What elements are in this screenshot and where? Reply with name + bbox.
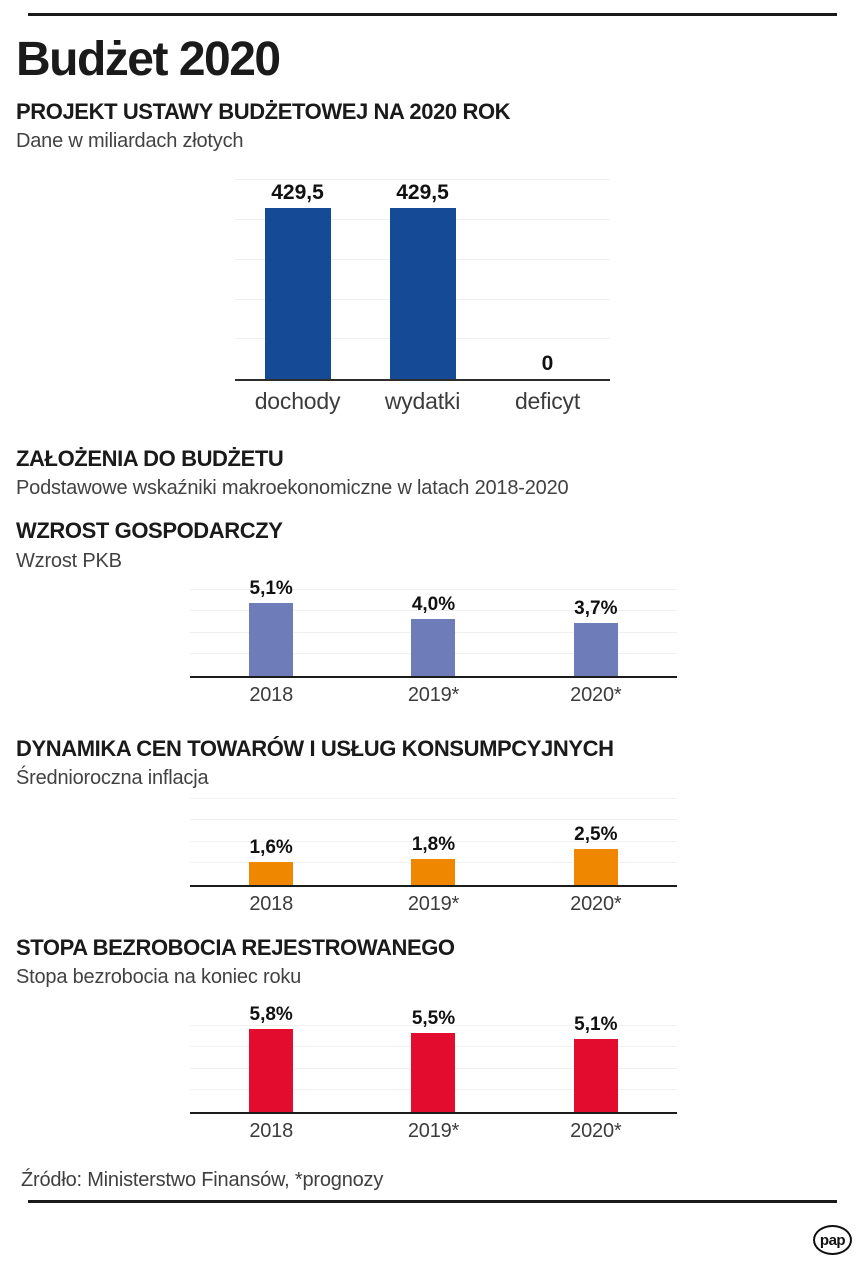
bar-group-2018 [190,799,352,885]
category-label: deficyt [514,388,581,415]
plot-area [190,577,677,678]
bar [249,603,293,676]
bar-group-dochody [235,180,360,379]
bar [411,619,455,676]
inflation-section-subheading: Średnioroczna inflacja [16,766,209,789]
bottom-rule [28,1200,837,1203]
value-label: 2,5% [574,823,618,845]
category-label: wydatki [384,388,461,415]
category-label: 2018 [249,683,294,706]
bar-group-2020* [515,799,677,885]
category-label: 2018 [249,1119,294,1142]
value-label: 5,1% [249,577,293,599]
category-label: dochody [254,388,341,415]
bar [411,859,455,885]
bar-group-2018 [190,577,352,676]
value-label: 5,5% [411,1007,456,1029]
gdp-bar-chart [0,577,865,707]
bar-group-2020* [515,1013,677,1112]
bar-group-deficyt [485,180,610,379]
pap-logo [813,1225,852,1255]
page-title: Budżet 2020 [16,33,280,86]
bar [390,208,456,379]
bar [574,623,618,676]
category-label: 2020* [570,683,622,706]
bar [574,1039,618,1112]
category-axis [190,678,677,707]
plot-area [190,1003,677,1114]
category-label: 2018 [249,892,294,915]
plot-area [190,799,677,887]
budget-section-heading: PROJEKT USTAWY BUDŻETOWEJ NA 2020 ROK [16,99,511,124]
bar [574,849,618,885]
top-rule [28,13,837,16]
bar-group-2018 [190,1003,352,1112]
budget-bar-chart [0,180,865,415]
category-axis [190,1114,677,1143]
value-label: 0 [541,352,554,376]
category-label: 2019* [407,683,460,706]
plot-area [235,180,610,381]
category-label: 2019* [407,892,460,915]
bar-group-2020* [515,590,677,676]
assumptions-heading: ZAŁOŻENIA DO BUDŻETU [16,446,284,472]
bar [249,862,293,885]
bar-group-wydatki [360,180,485,379]
bar-group-2019* [352,590,514,676]
inflation-section-heading: DYNAMIKA CEN TOWARÓW I USŁUG KONSUMPCYJNYCH [16,735,614,761]
value-label: 5,1% [574,1013,618,1035]
pap-logo-text: pap [819,1231,846,1249]
source-note: Źródło: Ministerstwo Finansów, *prognozy [21,1168,384,1191]
value-label: 3,7% [574,597,618,619]
value-label: 1,8% [411,833,456,855]
gdp-section-heading: WZROST GOSPODARCZY [16,518,283,544]
unemployment-section-subheading: Stopa bezrobocia na koniec roku [16,965,302,988]
value-label: 429,5 [271,181,324,205]
category-label: 2020* [570,1119,622,1142]
bar-group-2019* [352,799,514,885]
inflation-bar-chart [0,799,865,916]
category-label: 2020* [570,892,622,915]
bar-group-2019* [352,1007,514,1112]
unemployment-section-heading: STOPA BEZROBOCIA REJESTROWANEGO [16,934,455,960]
bar [249,1029,293,1112]
value-label: 4,0% [411,593,456,615]
assumptions-subheading: Podstawowe wskaźniki makroekonomiczne w latach 2018-2020 [16,477,569,500]
value-label: 429,5 [396,181,449,205]
category-axis [235,381,610,415]
unemployment-bar-chart [0,1003,865,1143]
gdp-section-subheading: Wzrost PKB [16,549,122,572]
bar [411,1033,455,1112]
bar [265,208,331,379]
value-label: 1,6% [249,836,293,858]
category-axis [190,887,677,916]
value-label: 5,8% [249,1003,293,1025]
category-label: 2019* [407,1119,460,1142]
budget-section-subheading: Dane w miliardach złotych [16,130,244,153]
